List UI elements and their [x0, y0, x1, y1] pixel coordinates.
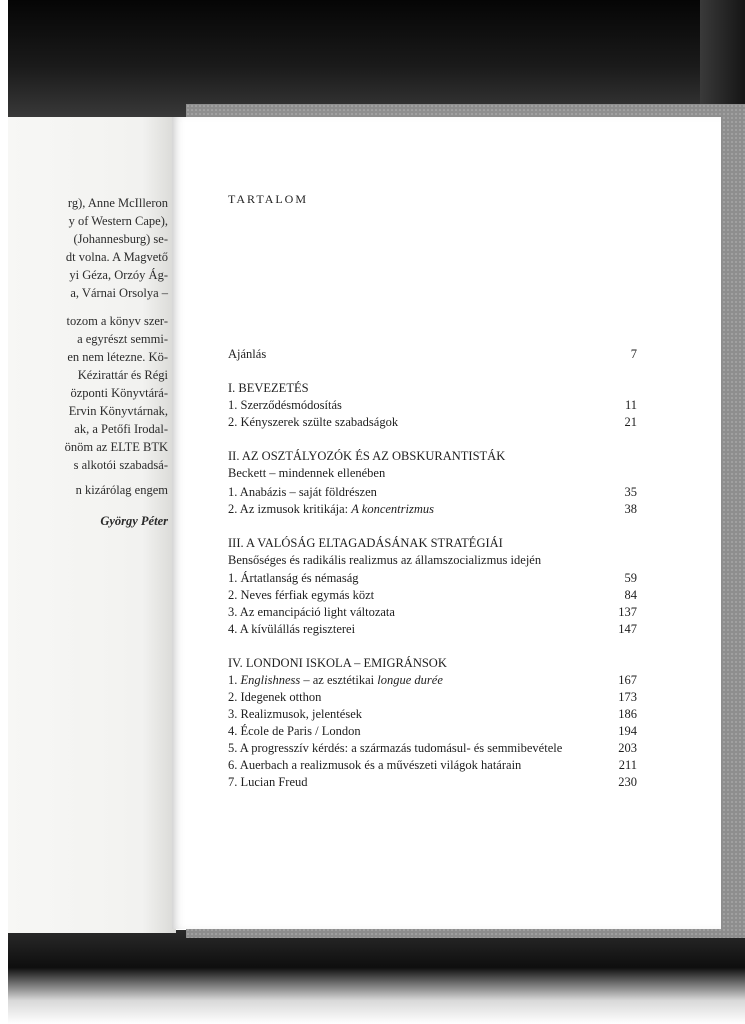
toc-entry — [228, 588, 637, 603]
left-page-line: y of Western Cape), — [68, 214, 168, 228]
left-page-line: Kézirattár és Régi — [77, 368, 168, 382]
right-page — [172, 117, 721, 929]
left-page-line: a egyrészt semmi- — [77, 332, 168, 346]
left-page-line: rg), Anne McIlleron — [67, 196, 168, 210]
toc-entry-title: 2. Neves férfiak egymás közt — [228, 588, 375, 602]
toc-entry-title: 2. Kényszerek szülte szabadságok — [228, 415, 399, 429]
toc-entry-title: 1. Ártatlanság és némaság — [228, 571, 359, 585]
toc-entry-title-italic: A koncentrizmus — [351, 502, 434, 516]
toc-entry — [228, 571, 637, 586]
toc-entry — [228, 707, 637, 722]
toc-entry-title: 3. Realizmusok, jelentések — [228, 707, 362, 721]
toc-page-number: 173 — [618, 690, 637, 704]
toc-page-number: 21 — [624, 415, 637, 429]
toc-page-number: 230 — [618, 775, 637, 789]
toc-entry — [228, 690, 637, 705]
toc-page-number: 194 — [618, 724, 637, 738]
toc-entry-title: Bensőséges és radikális realizmus az államszocializmus idején — [228, 553, 542, 567]
left-page-line: a, Várnai Orsolya – — [70, 286, 168, 300]
toc-page-number: 84 — [624, 588, 637, 602]
toc-entry-title: 3. Az emancipáció light változata — [228, 605, 395, 619]
toc-entry-title: 4. A kívülállás regiszterei — [228, 622, 356, 636]
left-page-line: n kizárólag engem — [75, 483, 168, 497]
scan-background-left — [0, 0, 8, 1024]
toc-entry-title: III. A VALÓSÁG ELTAGADÁSÁNAK STRATÉGIÁI — [228, 536, 503, 550]
left-page-line: s alkotói szabadsá- — [73, 458, 168, 472]
toc-heading: TARTALOM — [228, 192, 309, 206]
author-signature: György Péter — [100, 514, 168, 528]
scan-background-top — [0, 0, 745, 120]
toc-page-number: 167 — [618, 673, 637, 687]
left-page-line: Ervin Könyvtárnak, — [68, 404, 168, 418]
toc-section-subtitle — [228, 466, 637, 481]
toc-section-heading — [228, 656, 637, 671]
toc-section-heading — [228, 536, 637, 551]
left-page-line: (Johannesburg) se- — [73, 232, 168, 246]
toc-entry — [228, 347, 637, 362]
toc-entry-title: 2. Idegenek otthon — [228, 690, 322, 704]
left-page — [8, 117, 176, 933]
toc-entry-title-rest: – az esztétikai — [300, 673, 378, 687]
left-page-line: en nem létezne. Kö- — [67, 350, 168, 364]
toc-entry-title: 1. Anabázis – saját földrészen — [228, 485, 377, 499]
toc-page-number: 186 — [618, 707, 637, 721]
toc-page-number: 203 — [618, 741, 637, 755]
toc-entry — [228, 485, 637, 500]
toc-page-number: 59 — [624, 571, 637, 585]
toc-entry-title: IV. LONDONI ISKOLA – EMIGRÁNSOK — [228, 656, 447, 670]
toc-entry — [228, 398, 637, 413]
toc-page-number: 147 — [618, 622, 637, 636]
toc-page-number: 7 — [630, 347, 637, 361]
toc-entry — [228, 724, 637, 739]
toc-page-number: 137 — [618, 605, 637, 619]
toc-entry — [228, 775, 637, 790]
toc-entry-title: 2. Az izmusok kritikája: — [228, 502, 352, 516]
toc-entry-title: Beckett – mindennek ellenében — [228, 466, 386, 480]
toc-entry — [228, 622, 637, 637]
toc-section-heading — [228, 449, 637, 464]
toc-section-subtitle — [228, 553, 637, 568]
toc-section-heading — [228, 381, 637, 396]
left-page-line: önöm az ELTE BTK — [64, 440, 168, 454]
toc-page-number: 11 — [624, 398, 637, 412]
left-page-line: ak, a Petőfi Irodal- — [74, 422, 168, 436]
toc-entry-title: Ajánlás — [228, 347, 267, 361]
toc-entry-title: 6. Auerbach a realizmusok és a művészeti világok határain — [228, 758, 522, 772]
toc-entry — [228, 415, 637, 430]
left-page-line: tozom a könyv szer- — [66, 314, 168, 328]
scan-background-bottom — [0, 930, 745, 1024]
toc-entry — [228, 502, 637, 517]
toc-entry-title: 1. — [228, 673, 241, 687]
toc-entry-title-italic: longue durée — [377, 673, 443, 687]
toc-entry — [228, 758, 637, 773]
toc-entry-title: 7. Lucian Freud — [228, 775, 308, 789]
toc-entry-title: 5. A progresszív kérdés: a származás tudomásul- és semmibevétele — [228, 741, 563, 755]
toc-entry-title-italic: Englishness — [240, 673, 301, 687]
toc-entry-title: I. BEVEZETÉS — [228, 381, 309, 395]
toc-page-number: 35 — [624, 485, 637, 499]
left-page-line: dt volna. A Magvető — [65, 250, 168, 264]
toc-entry-title: 4. École de Paris / London — [228, 724, 361, 738]
toc-entry-title: 1. Szerződésmódosítás — [228, 398, 342, 412]
left-page-line: yi Géza, Orzóy Ág- — [69, 268, 168, 282]
toc-page-number: 211 — [618, 758, 637, 772]
toc-entry — [228, 741, 637, 756]
toc-entry — [228, 605, 637, 620]
left-page-line: özponti Könyvtárá- — [70, 386, 168, 400]
toc-entry — [228, 673, 637, 688]
toc-entry-title: II. AZ OSZTÁLYOZÓK ÉS AZ OBSKURANTISTÁK — [228, 449, 506, 463]
toc-page-number: 38 — [624, 502, 637, 516]
